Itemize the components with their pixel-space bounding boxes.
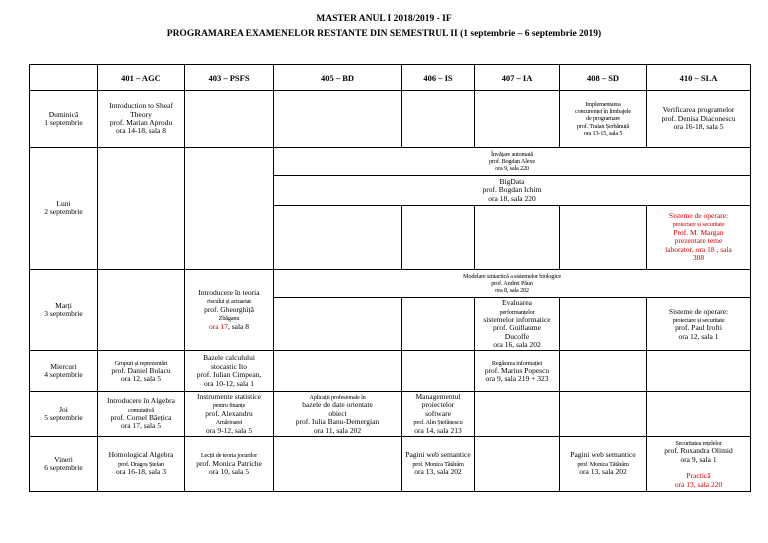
exam-cell: Introduction to Sheaf Theory prof. Marian Aprodu ora 14-18, sala 8 [98,91,185,147]
exam-cell: Sisteme de operare: proiectare și securitate Prof. M. Margan prezentare teme laborator, ora 18 , sala 308 [647,205,751,269]
column-header: 410 – SLA [647,65,751,91]
title-line-2: PROGRAMAREA EXAMENELOR RESTANTE DIN SEMESTRUL II (1 septembrie – 6 septembrie 2019) [166,29,602,39]
column-header: 406 – IS [402,65,475,91]
column-header: 405 – BD [274,65,402,91]
empty-cell [98,269,185,351]
day-label: Duminică 1 septembrie [30,91,98,147]
empty-cell [185,91,274,147]
empty-cell [560,351,647,392]
exam-cell: Introducere în teoria riscului și actuariat prof. Gheorghiță Zbăganu ora 17, sala 8 [185,269,274,351]
empty-cell [475,392,560,437]
column-header: 403 – PSFS [185,65,274,91]
table-row [30,351,751,392]
exam-cell: Introducere în Algebra comutativă prof. Cornel Băețica ora 17, sala 5 [98,392,185,437]
exam-cell: Managementul proiectelor software prof. Alin Ștefănescu ora 14, sala 213 [402,392,475,437]
exam-cell: Sisteme de operare: proiectare și securitate prof. Paul Irofti ora 12, sala 1 [647,298,751,351]
empty-cell [274,298,402,351]
exam-cell: Pagini web semantice prof. Monica Tătărâm ora 13, sala 202 [402,436,475,491]
empty-cell [274,351,402,392]
exam-cell: Modelare sintactică a sistemelor biologice prof. Andrei Păun ora 8, sala 202 [274,269,751,298]
exam-cell: Bazele calculului stocastic Ito prof. Iulian Cimpean, ora 10-12, sala 1 [185,351,274,392]
empty-cell [402,205,475,269]
exam-cell: Învățare automată prof. Bogdan Alexe ora 9, sala 220 [274,147,751,176]
empty-cell [475,436,560,491]
exam-cell: Pagini web semantice prof. Monica Tătărâm ora 13, sala 202 [560,436,647,491]
exam-cell: Verificarea programelor prof. Denisa Diaconescu ora 16-18, sala 5 [647,91,751,147]
exam-cell: Evaluarea performanțelor sistemelor informatice prof. Guillaume Ducoffe ora 16, sala 202 [475,298,560,351]
empty-cell [274,205,402,269]
empty-cell [402,91,475,147]
exam-cell: Securitatea rețelelor prof. Ruxandra Olimid ora 9, sala 1 Practică ora 13, sala 220 [647,436,751,491]
empty-cell [274,436,402,491]
empty-cell [185,147,274,269]
day-label: Miercuri 4 septembrie [30,351,98,392]
column-header: 407 – IA [475,65,560,91]
empty-cell [647,392,751,437]
day-label: Vineri 6 septembrie [30,436,98,491]
exam-cell: BigData prof. Bogdan Ichim ora 18, sala 220 [274,176,751,206]
empty-cell [98,147,185,269]
empty-cell [560,392,647,437]
empty-cell [402,351,475,392]
day-label: Joi 5 septembrie [30,392,98,437]
exam-cell: Instrumente statistice pentru finanțe prof. Alexandru Amărioarei ora 9-12, sala 5 [185,392,274,437]
empty-cell [647,351,751,392]
exam-cell: Grupuri și reprezentări prof. Daniel Bulacu ora 12, sala 5 [98,351,185,392]
empty-cell [475,205,560,269]
column-header: 408 – SD [560,65,647,91]
table-row [30,436,751,491]
exam-cell: Implementarea concurenței în limbajele de programare prof. Traian Șerbănuță ora 13-15, sala 5 [560,91,647,147]
corner-cell [30,65,98,91]
empty-cell [560,205,647,269]
exam-cell: Lecții de teoria jocurilor prof. Monica Patriche ora 10, sala 5 [185,436,274,491]
column-header: 401 – AGC [98,65,185,91]
table-row [30,91,751,147]
empty-cell [274,91,402,147]
exam-cell: Aplicații profesionale în bazele de date orientate obiect prof. Iulia Banu-Demergian ora 11, sala 202 [274,392,402,437]
empty-cell [475,91,560,147]
table-header-row [30,65,751,91]
exam-cell: Regăsirea informației prof. Marius Popescu ora 9, sala 219 + 323 [475,351,560,392]
empty-cell [560,298,647,351]
empty-cell [402,298,475,351]
table-row [30,147,751,176]
exam-cell: Homological Algebra prof. Dragoș Ștefan ora 16-18, sala 3 [98,436,185,491]
title-line-1: MASTER ANUL I 2018/2019 - IF [316,14,452,24]
exam-schedule-table [29,64,751,492]
table-row [30,269,751,298]
table-row [30,392,751,437]
day-label: Marți 3 septembrie [30,269,98,351]
day-label: Luni 2 septembrie [30,147,98,269]
